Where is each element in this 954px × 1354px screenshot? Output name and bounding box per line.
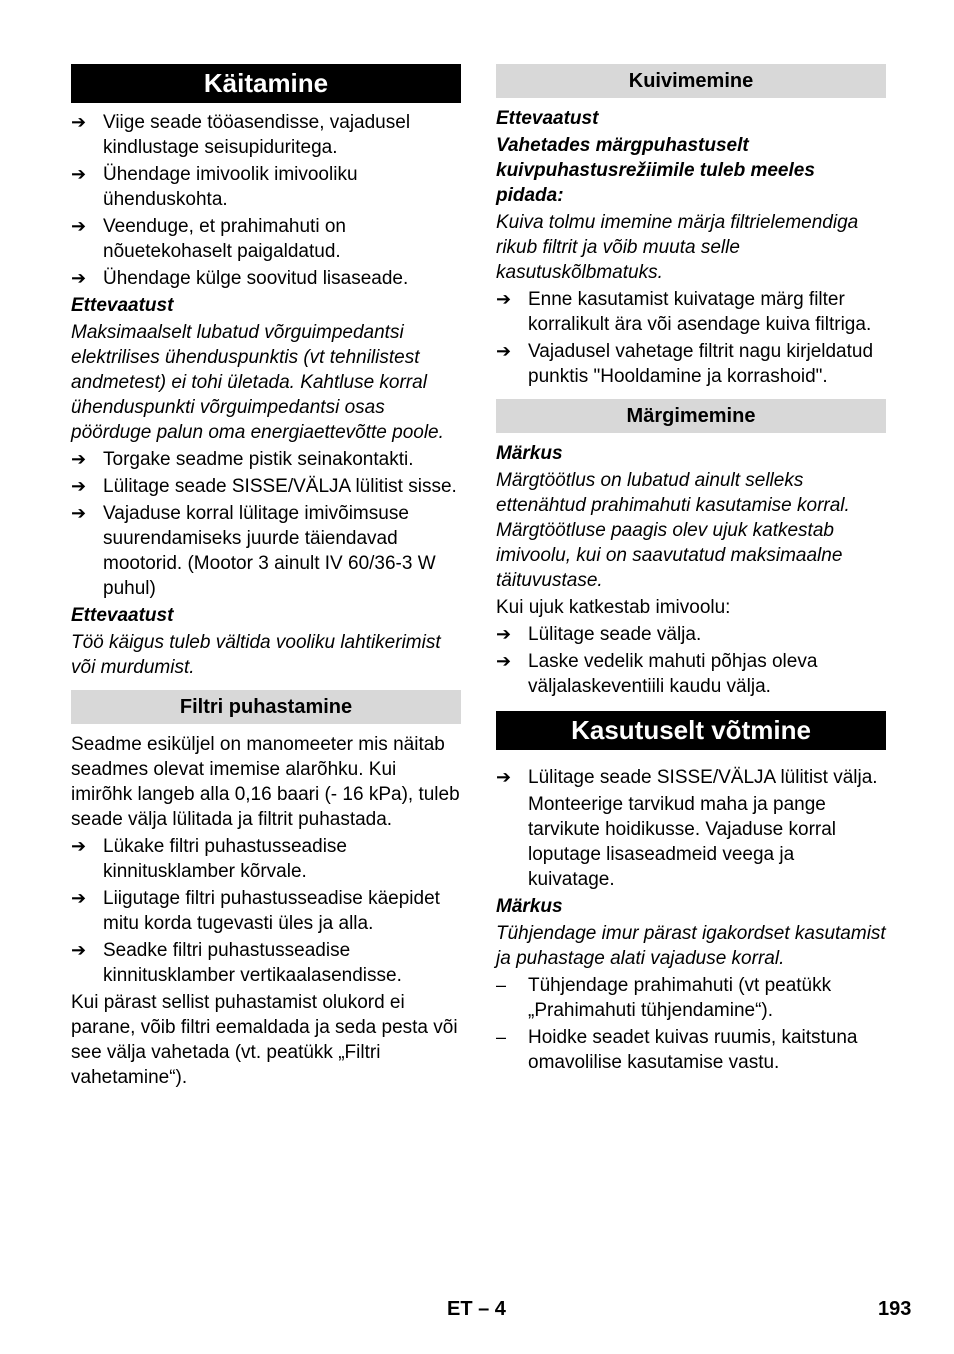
list-item: ➔ Vajaduse korral lülitage imivõimsuse suurendamiseks juurde täiendavad mootorid. (Mootor 3 ainult IV 60/36-3 W puhul) [71,503,436,599]
arrow-icon: ➔ [71,888,87,908]
list-item: ➔ Lülitage seade SISSE/VÄLJA lülitist sisse. [71,476,457,497]
note-heading: Märkus [496,896,563,917]
section-title-operation: Käitamine [71,64,461,103]
list-item: ➔ Laske vedelik mahuti põhjas oleva väljalaskeventiili kaudu välja. [496,651,818,697]
arrow-icon: ➔ [71,164,87,184]
caution-heading: Ettevaatust [71,295,174,316]
paragraph: Kui pärast sellist puhastamist olukord ei parane, võib filtri eemaldada ja seda pesta või see välja vahetada (vt. peatükk „Filtri vahetamine“). [71,992,458,1088]
section-title-wet-vacuuming: Märgimemine [496,399,886,433]
list-item: ➔ Torgake seadme pistik seinakontakti. [71,449,414,470]
list-item: – Tühjendage prahimahuti (vt peatükk „Prahimahuti tühjendamine“). [496,975,832,1021]
note-text: Tühjendage imur pärast igakordset kasutamist ja puhastage alati vajaduse korral. [496,923,886,969]
arrow-icon: ➔ [71,476,87,496]
paragraph: Kui ujuk katkestab imivoolu: [496,597,731,618]
list-item: ➔ Lülitage seade SISSE/VÄLJA lülitist välja. [496,767,878,788]
arrow-icon: ➔ [71,836,87,856]
arrow-icon: ➔ [71,216,87,236]
note-heading: Märkus [496,443,563,464]
arrow-icon: ➔ [71,940,87,960]
arrow-icon: ➔ [496,651,512,671]
footer-language-label: ET – 4 [447,1298,506,1320]
arrow-icon: ➔ [71,268,87,288]
left-column [71,64,461,1092]
arrow-icon: ➔ [71,503,87,523]
paragraph: Seadme esiküljel on manomeeter mis näitab seadmes olevat imemise alarõhku. Kui imirõhk langeb alla 0,16 baari (- 16 kPa), tuleb seade välja lülitada ja filtrit puhastada. [71,734,460,830]
list-item: ➔ Lükake filtri puhastusseadise kinnitusklamber kõrvale. [71,836,347,882]
list-item: ➔ Vajadusel vahetage filtrit nagu kirjeldatud punktis "Hooldamine ja korrashoid". [496,341,874,387]
arrow-icon: ➔ [71,449,87,469]
page-number: 193 [878,1298,912,1320]
arrow-icon: ➔ [71,112,87,132]
list-item: ➔ Veenduge, et prahimahuti on nõuetekohaselt paigaldatud. [71,216,346,262]
arrow-icon: ➔ [496,624,512,644]
section-title-filter-cleaning: Filtri puhastamine [71,690,461,724]
note-text: Märgtöötlus on lubatud ainult selleks ettenähtud prahimahuti kasutamise korral. Märgtöötluse paagis olev ujuk katkestab imivoolu, kui on saavutatud maksimaalne täituvustase. [496,470,850,591]
caution-bold-text: Vahetades märgpuhastuselt kuivpuhastusrežiimile tuleb meeles pidada: [496,135,815,206]
caution-text: Töö käigus tuleb vältida vooliku lahtikerimist või murdumist. [71,632,441,678]
right-column [496,64,886,1077]
caution-heading: Ettevaatust [71,605,174,626]
list-item: ➔ Lülitage seade välja. [496,624,702,645]
arrow-icon: ➔ [496,289,512,309]
paragraph: Monteerige tarvikud maha ja pange tarvikute hoidikusse. Vajaduse korral loputage lisaseadmeid veega ja kuivatage. [528,794,837,890]
list-item: ➔ Ühendage imivoolik imivooliku ühenduskohta. [71,164,358,210]
dash-icon: – [496,975,507,995]
list-item: – Hoidke seadet kuivas ruumis, kaitstuna omavolilise kasutamise vastu. [496,1027,858,1073]
section-title-decommissioning: Kasutuselt võtmine [496,711,886,750]
caution-heading: Ettevaatust [496,108,599,129]
list-item: ➔ Liigutage filtri puhastusseadise käepidet mitu korda tugevasti üles ja alla. [71,888,440,934]
section-title-dry-vacuuming: Kuivimemine [496,64,886,98]
caution-text: Kuiva tolmu imemine märja filtrielemendiga rikub filtrit ja võib muuta selle kasutuskõlbmatuks. [496,212,859,283]
list-item: ➔ Seadke filtri puhastusseadise kinnitusklamber vertikaalasendisse. [71,940,402,986]
dash-icon: – [496,1027,507,1047]
list-item: ➔ Viige seade tööasendisse, vajadusel kindlustage seisupiduritega. [71,112,411,158]
list-item: ➔ Enne kasutamist kuivatage märg filter korralikult ära või asendage kuiva filtriga. [496,289,872,335]
list-item: ➔ Ühendage külge soovitud lisaseade. [71,268,409,289]
arrow-icon: ➔ [496,341,512,361]
caution-text: Maksimaalselt lubatud võrguimpedantsi elektrilises ühenduspunktis (vt tehnilistest andmetest) ei tohi ületada. Kahtluse korral ühenduspunkti võrguimpedantsi osas pöörduge palun oma energiaettevõtte poole. [71,322,444,443]
arrow-icon: ➔ [496,767,512,787]
